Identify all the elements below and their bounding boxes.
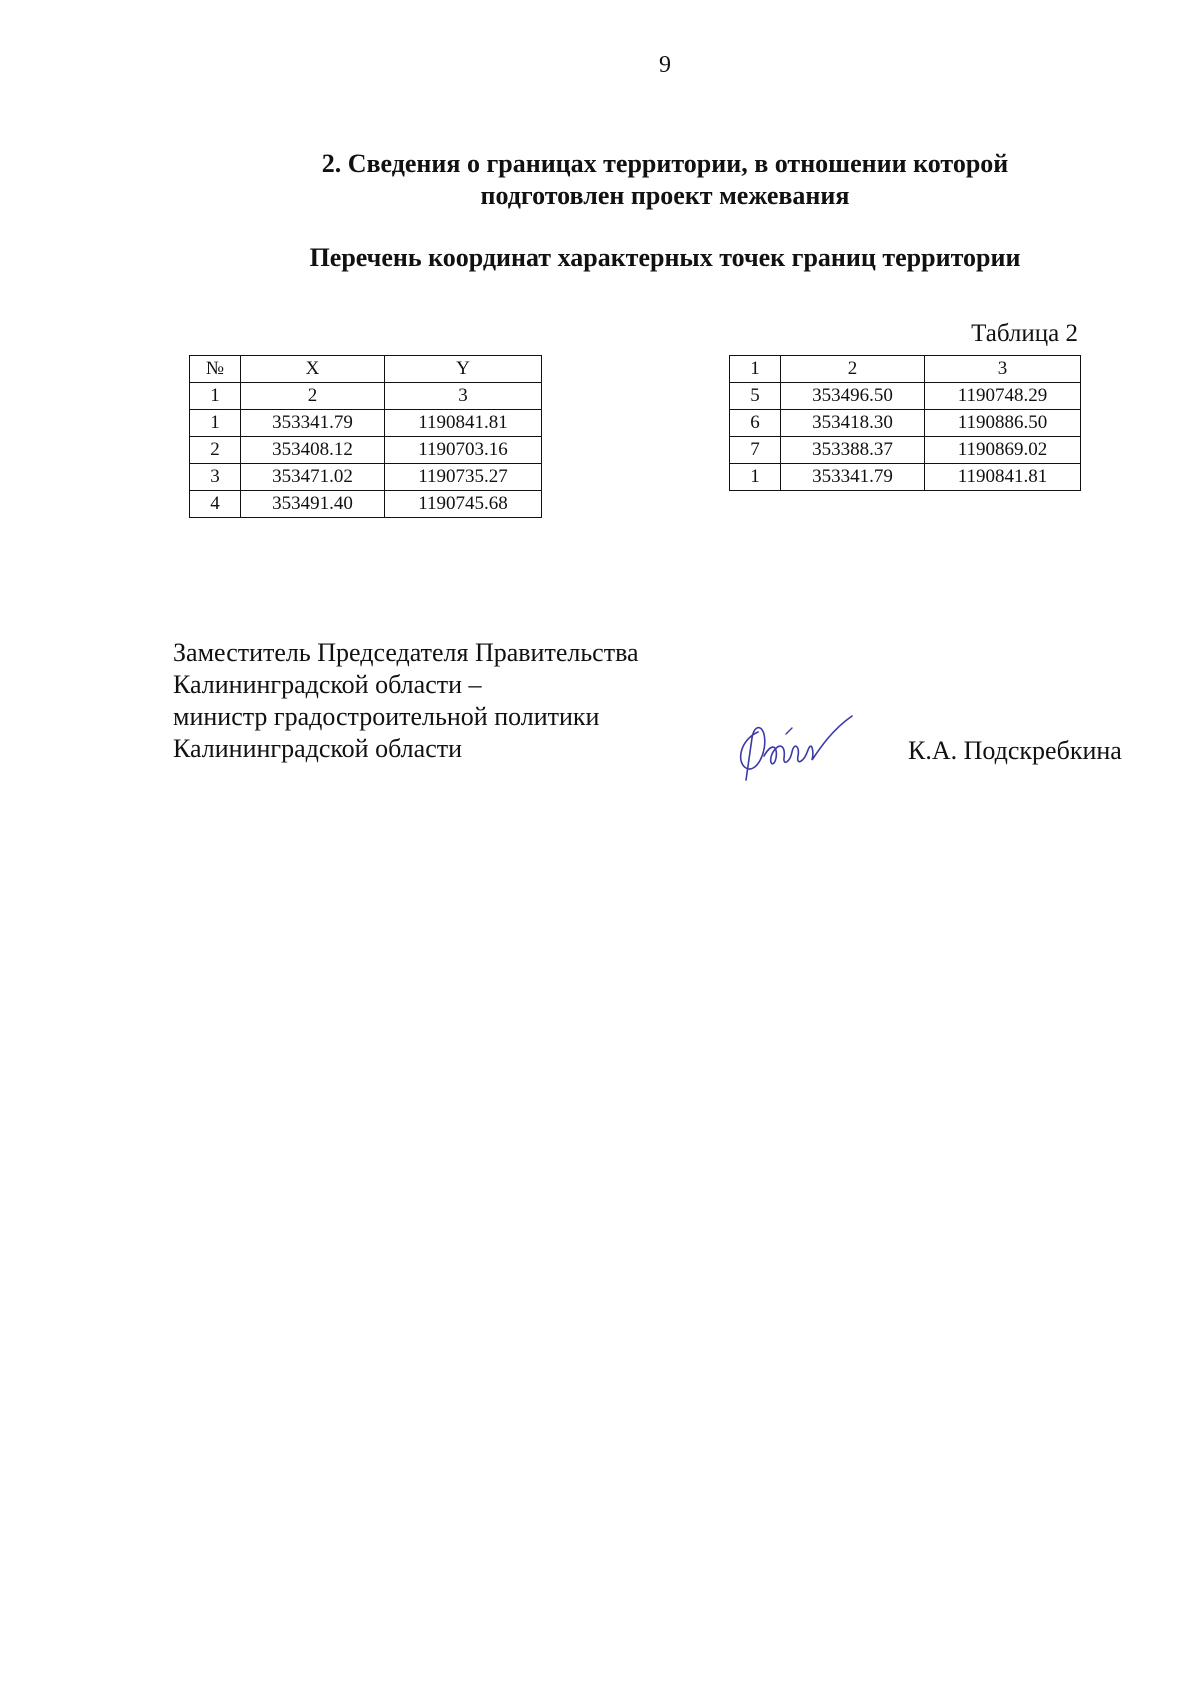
table-row [730, 437, 1081, 464]
table-row [730, 383, 1081, 410]
x-cell: 353491.40 [241, 491, 385, 518]
y-cell: 1190841.81 [385, 410, 542, 437]
handwritten-signature [728, 712, 858, 782]
header-cell-x: X [241, 356, 385, 383]
y-cell: 1190869.02 [925, 437, 1081, 464]
point-number-cell: 5 [730, 383, 781, 410]
column-number-row [190, 383, 542, 410]
y-cell: 1190735.27 [385, 464, 542, 491]
y-cell: 1190841.81 [925, 464, 1081, 491]
x-cell: 353496.50 [781, 383, 925, 410]
page-number: 9 [659, 52, 671, 78]
table-row [730, 464, 1081, 491]
header-cell-y: Y [385, 356, 542, 383]
signatory-title-line: Калининградской области – [173, 670, 482, 699]
table-row [190, 491, 542, 518]
table-row [190, 464, 542, 491]
column-number-cell: 3 [925, 356, 1081, 383]
table-header-row [190, 356, 542, 383]
signatory-title-line: министр градостроительной политики [173, 702, 600, 731]
y-cell: 1190703.16 [385, 437, 542, 464]
y-cell: 1190745.68 [385, 491, 542, 518]
column-number-cell: 2 [241, 383, 385, 410]
table-caption: Таблица 2 [971, 320, 1078, 347]
column-number-cell: 2 [781, 356, 925, 383]
column-number-cell: 3 [385, 383, 542, 410]
column-number-cell: 1 [190, 383, 241, 410]
point-number-cell: 2 [190, 437, 241, 464]
column-number-cell: 1 [730, 356, 781, 383]
point-number-cell: 7 [730, 437, 781, 464]
point-number-cell: 4 [190, 491, 241, 518]
signatory-title-line: Калининградской области [173, 734, 463, 763]
y-cell: 1190748.29 [925, 383, 1081, 410]
coordinates-table-right [729, 355, 1081, 491]
signatory-title [173, 637, 639, 765]
subheading: Перечень координат характерных точек границ территории [309, 243, 1021, 272]
y-cell: 1190886.50 [925, 410, 1081, 437]
x-cell: 353418.30 [781, 410, 925, 437]
point-number-cell: 6 [730, 410, 781, 437]
x-cell: 353341.79 [241, 410, 385, 437]
x-cell: 353388.37 [781, 437, 925, 464]
section-heading-line-2: подготовлен проект межевания [480, 181, 850, 210]
point-number-cell: 3 [190, 464, 241, 491]
x-cell: 353341.79 [781, 464, 925, 491]
coordinates-table-left [189, 355, 542, 518]
table-row [730, 410, 1081, 437]
column-number-row [730, 356, 1081, 383]
section-heading [280, 148, 1050, 212]
signatory-title-line: Заместитель Председателя Правительства [173, 638, 639, 667]
section-heading-line-1: 2. Сведения о границах территории, в отношении которой [321, 149, 1009, 178]
point-number-cell: 1 [190, 410, 241, 437]
table-row [190, 410, 542, 437]
x-cell: 353471.02 [241, 464, 385, 491]
table-row [190, 437, 542, 464]
x-cell: 353408.12 [241, 437, 385, 464]
header-cell-number: № [190, 356, 241, 383]
signer-name: К.А. Подскребкина [908, 736, 1122, 765]
point-number-cell: 1 [730, 464, 781, 491]
